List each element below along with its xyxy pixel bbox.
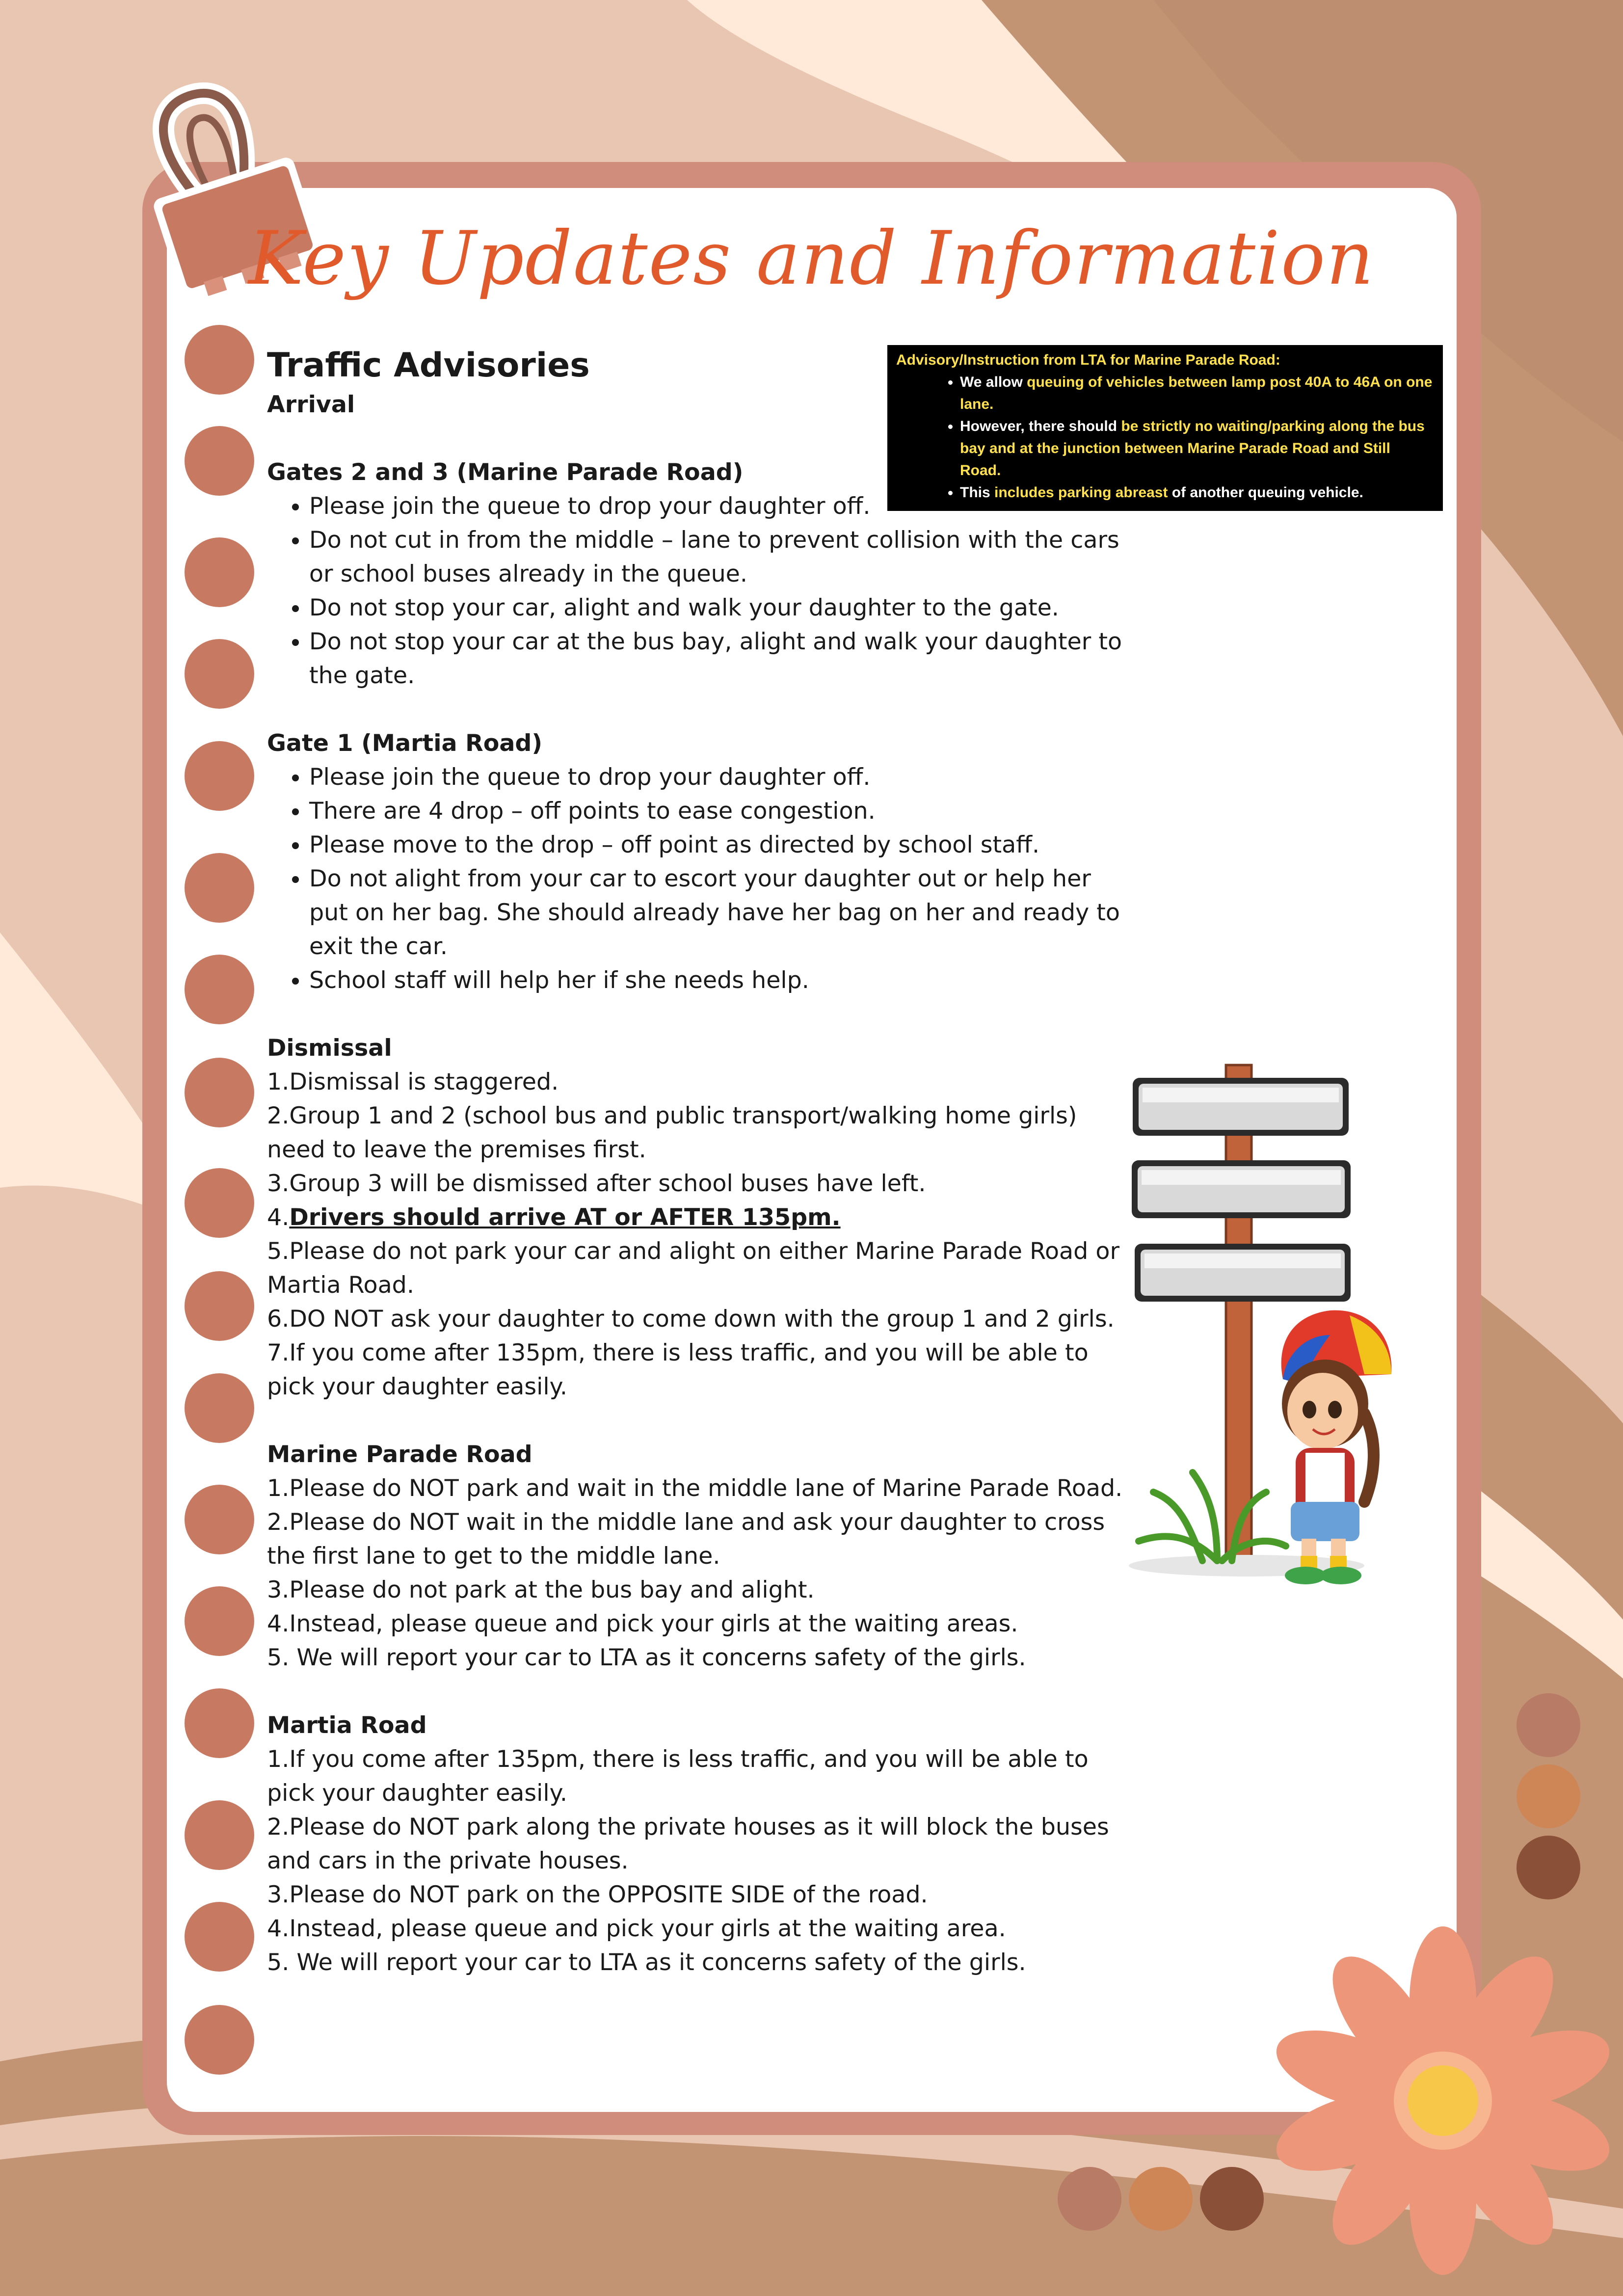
list-item: • There are 4 drop – off points to ease congestion. (309, 794, 1131, 828)
dismissal-item (267, 1201, 1131, 1234)
marine-parade-item: 5. We will report your car to LTA as it concerns safety of the girls. (267, 1644, 1026, 1671)
binder-hole (185, 1902, 254, 1972)
gates-2-3-heading: Gates 2 and 3 (Marine Parade Road) (267, 459, 744, 486)
marine-parade-item: 2.Please do NOT wait in the middle lane and ask your daughter to cross the first lane to get to the middle lane. (267, 1509, 1105, 1570)
list-item: • Do not stop your car at the bus bay, alight and walk your daughter to the gate. (309, 625, 1131, 693)
dismissal-item: 2.Group 1 and 2 (school bus and public transport/walking home girls) need to leave the premises first. (267, 1102, 1077, 1163)
binder-hole (185, 1688, 254, 1758)
binder-hole (185, 1058, 254, 1127)
binder-hole (185, 853, 254, 923)
signpost-girl-illustration (1119, 1060, 1394, 1600)
dismissal-item: 7.If you come after 135pm, there is less traffic, and you will be able to pick your daughter easily. (267, 1339, 1089, 1400)
binder-hole (185, 537, 254, 607)
list-item: • Do not alight from your car to escort your daughter out or help her put on her bag. She should already have her bag on her and ready to exit the car. (309, 862, 1131, 963)
binder-hole (185, 2005, 254, 2075)
binder-hole (185, 1373, 254, 1443)
decorative-dots-bottom (1055, 2164, 1276, 2238)
martia-road-item: 5. We will report your car to LTA as it concerns safety of the girls. (267, 1949, 1026, 1976)
marine-parade-item: 4.Instead, please queue and pick your girls at the waiting areas. (267, 1610, 1018, 1637)
list-item: • Do not stop your car, alight and walk your daughter to the gate. (309, 591, 1131, 625)
marine-parade-item: 3.Please do not park at the bus bay and alight. (267, 1576, 815, 1603)
dismissal-item-number: 4. (267, 1204, 290, 1231)
traffic-advisories-content (267, 344, 1131, 1979)
list-item: • School staff will help her if she needs help. (309, 963, 1131, 997)
gates-2-3-list (267, 489, 1131, 693)
dismissal-item: 6.DO NOT ask your daughter to come down with the group 1 and 2 girls. (267, 1306, 1115, 1333)
dismissal-arrival-time-notice: Drivers should arrive AT or AFTER 135pm. (289, 1204, 841, 1231)
list-item: • Please join the queue to drop your daughter off. (309, 760, 1131, 794)
martia-road-item: 4.Instead, please queue and pick your girls at the waiting area. (267, 1915, 1006, 1942)
dismissal-item: 3.Group 3 will be dismissed after school buses have left. (267, 1170, 926, 1197)
subsection-heading: Arrival (267, 391, 355, 418)
binder-hole (185, 1168, 254, 1238)
gate-1-heading: Gate 1 (Martia Road) (267, 730, 543, 757)
binder-hole (185, 325, 254, 395)
decorative-dots-right (1512, 1693, 1585, 1914)
dismissal-heading: Dismissal (267, 1035, 392, 1062)
flower-icon (1266, 1924, 1620, 2287)
martia-road-item: 1.If you come after 135pm, there is less traffic, and you will be able to pick your daughter easily. (267, 1746, 1089, 1807)
martia-road-item: 2.Please do NOT park along the private houses as it will block the buses and cars in the private houses. (267, 1814, 1109, 1874)
binder-hole (185, 741, 254, 811)
lta-advisory-heading: Advisory/Instruction from LTA for Marine Parade Road: (896, 352, 1280, 368)
section-heading: Traffic Advisories (267, 346, 590, 385)
marine-parade-heading: Marine Parade Road (267, 1441, 532, 1468)
binder-hole (185, 426, 254, 496)
binder-hole (185, 1271, 254, 1341)
gate-1-list (267, 760, 1131, 997)
dismissal-item: 1.Dismissal is staggered. (267, 1068, 559, 1095)
list-item: • Do not cut in from the middle – lane to prevent collision with the cars or school buses already in the queue. (309, 523, 1131, 591)
lta-advisory-item: • We allow queuing of vehicles between lamp post 40A to 46A on one lane. (960, 371, 1434, 415)
lta-advisory-item: • However, there should be strictly no waiting/parking along the bus bay and at the junction between Marine Parade Road and Still Road. (960, 415, 1434, 481)
lta-advisory-item: • This includes parking abreast of another queuing vehicle. (960, 481, 1434, 504)
dismissal-item: 5.Please do not park your car and alight on either Marine Parade Road or Martia Road. (267, 1238, 1119, 1299)
list-item: • Please join the queue to drop your daughter off. (309, 489, 1131, 523)
list-item: • Please move to the drop – off point as directed by school staff. (309, 828, 1131, 862)
binder-hole (185, 1485, 254, 1554)
binder-hole (185, 955, 254, 1024)
marine-parade-item: 1.Please do NOT park and wait in the middle lane of Marine Parade Road. (267, 1475, 1123, 1502)
binder-hole (185, 1586, 254, 1656)
binder-hole (185, 639, 254, 709)
binder-hole (185, 1800, 254, 1870)
page-title: Key Updates and Information (248, 216, 1375, 301)
martia-road-item: 3.Please do NOT park on the OPPOSITE SIDE of the road. (267, 1881, 928, 1908)
martia-road-heading: Martia Road (267, 1712, 427, 1739)
